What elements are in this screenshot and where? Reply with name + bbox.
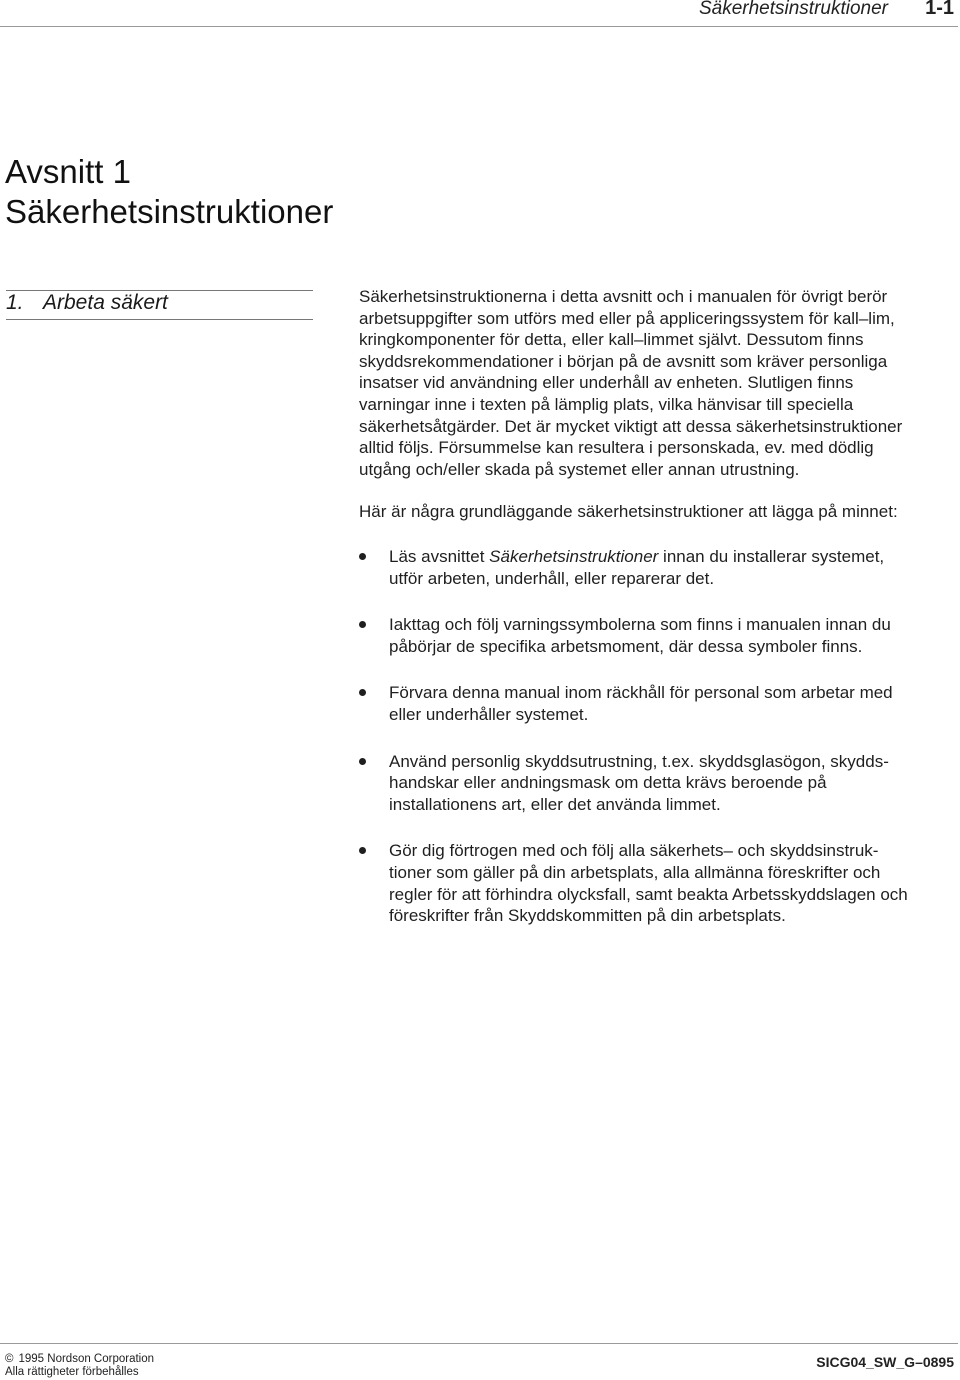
copyright-line bbox=[5, 1353, 154, 1366]
intro-line: kringkomponenter för detta, eller kall–limmet självt. Dessutom finns bbox=[359, 330, 864, 350]
bullet-line: handskar eller andningsmask om detta krävs beroende på bbox=[389, 773, 827, 793]
bullet-line: eller underhåller systemet. bbox=[389, 704, 589, 724]
bullet-line: installationens art, eller det använda limmet. bbox=[389, 794, 721, 814]
copyright-text: 1995 Nordson Corporation bbox=[18, 1353, 155, 1365]
bullet-line: Använd personlig skyddsutrustning, t.ex. skyddsglasögon, skydds- bbox=[389, 751, 889, 771]
intro-line: insatser vid användning eller underhåll av enheten. Slutligen finns bbox=[359, 373, 854, 393]
bullet-line bbox=[389, 546, 959, 568]
safety-bullet-list bbox=[359, 546, 959, 927]
bullet-line: tioner som gäller på din arbetsplats, alla allmänna föreskrifter och bbox=[389, 862, 881, 882]
section-title-line-1: Avsnitt 1 bbox=[5, 153, 131, 190]
page-number: 1-1 bbox=[925, 0, 954, 19]
section-title bbox=[5, 152, 333, 232]
side-heading-rule-bottom bbox=[6, 319, 313, 320]
bullet-item bbox=[359, 840, 959, 926]
intro-line: Säkerhetsinstruktionerna i detta avsnitt och i manualen för övrigt berör bbox=[359, 287, 888, 306]
intro-line: alltid följs. Försummelse kan resultera i personskada, ev. med dödlig bbox=[359, 438, 874, 458]
bullet-line: Iakttag och följ varningssymbolerna som finns i manualen innan du bbox=[389, 615, 891, 635]
copyright-icon: © bbox=[5, 1353, 14, 1365]
intro-line: säkerhetsåtgärder. Det är mycket viktigt att dessa säkerhetsinstruktioner bbox=[359, 416, 903, 436]
bullet-text: innan du installerar systemet, bbox=[658, 547, 885, 566]
section-title-line-2: Säkerhetsinstruktioner bbox=[5, 193, 334, 230]
bullet-line: regler för att förhindra olycksfall, samt beakta Arbetsskyddslagen och bbox=[389, 884, 908, 904]
bullet-line: Gör dig förtrogen med och följ alla säkerhets– och skyddsinstruk- bbox=[389, 841, 879, 861]
side-heading-number: 1. bbox=[6, 291, 24, 314]
intro-line: utgång och/eller skada på systemet eller annan utrustning. bbox=[359, 459, 800, 479]
bullet-icon bbox=[359, 621, 366, 628]
bullet-line: utför arbeten, underhåll, eller reparerar det. bbox=[389, 568, 715, 588]
bullet-item bbox=[359, 546, 959, 589]
bullet-icon bbox=[359, 553, 366, 560]
bullet-item bbox=[359, 682, 959, 725]
bullet-icon bbox=[359, 689, 366, 696]
bullet-line: påbörjar de specifika arbetsmoment, där dessa symboler finns. bbox=[389, 636, 863, 656]
lead-in-text: Här är några grundläggande säkerhetsinstruktioner att lägga på minnet: bbox=[359, 502, 898, 521]
bullet-icon bbox=[359, 847, 366, 854]
side-heading-text: Arbeta säkert bbox=[43, 291, 168, 314]
side-heading bbox=[6, 290, 313, 314]
intro-line: arbetsuppgifter som utförs med eller på appliceringssystem för kall–lim, bbox=[359, 308, 895, 328]
bullet-icon bbox=[359, 758, 366, 765]
intro-line: varningar inne i texten på lämplig plats, vilka hänvisar till speciella bbox=[359, 394, 854, 414]
bullet-emphasis: Säkerhetsinstruktioner bbox=[489, 547, 659, 566]
bullet-line: föreskrifter från Skyddskommitten på din arbetsplats. bbox=[389, 906, 786, 926]
bullet-item bbox=[359, 751, 959, 816]
intro-line: skyddsrekommendationer i början på de avsnitt som kräver personliga bbox=[359, 351, 888, 371]
page-header bbox=[0, 0, 958, 27]
intro-paragraph bbox=[359, 286, 959, 480]
rights-text: Alla rättigheter förbehålles bbox=[5, 1366, 139, 1378]
bullet-text: Läs avsnittet bbox=[389, 547, 490, 566]
footer-copyright bbox=[5, 1353, 154, 1379]
header-title: Säkerhetsinstruktioner bbox=[698, 0, 888, 19]
bullet-item bbox=[359, 614, 959, 657]
bullet-line: Förvara denna manual inom räckhåll för personal som arbetar med bbox=[389, 683, 893, 703]
document-code: SICG04_SW_G–0895 bbox=[816, 1354, 954, 1370]
footer-rule bbox=[0, 1343, 958, 1344]
